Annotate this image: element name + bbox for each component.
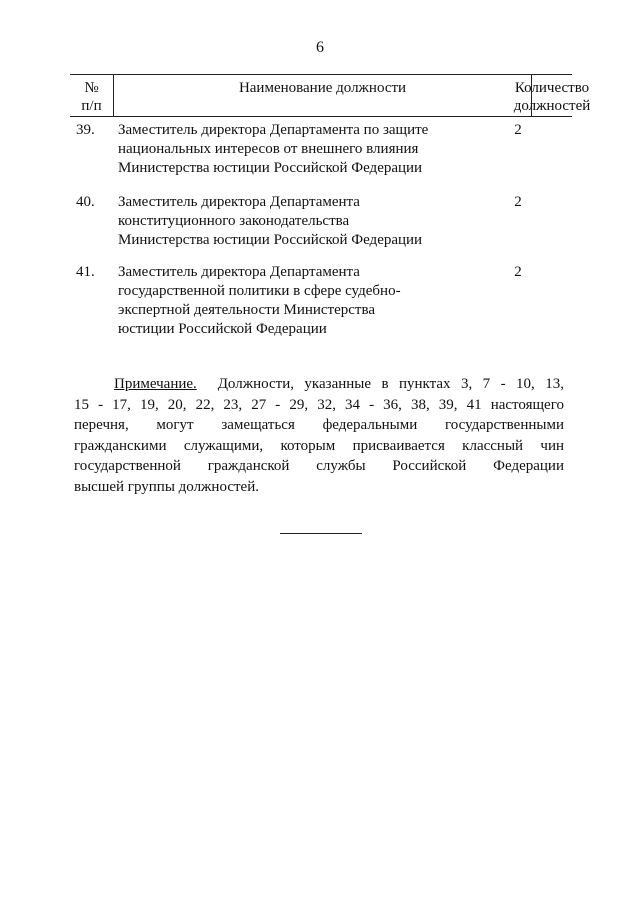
end-divider: [280, 533, 362, 534]
row-name-line: Министерства юстиции Российской Федерации: [118, 232, 423, 248]
table-header: [70, 74, 591, 117]
row-number: 41.: [76, 264, 95, 280]
row-count: 2: [514, 194, 522, 210]
row-count: 2: [514, 122, 522, 138]
header-number-column: [70, 75, 114, 116]
row-name-line: Заместитель директора Департамента: [118, 264, 360, 280]
row-number: 40.: [76, 194, 95, 210]
row-name-line: юстиции Российской Федерации: [118, 321, 327, 337]
row-position-name: [118, 193, 448, 250]
row-name-line: национальных интересов от внешнего влияния: [118, 141, 419, 157]
row-position-name: [118, 121, 448, 178]
note-line: 15 - 17, 19, 20, 22, 23, 27 - 29, 32, 34 - 36, 38, 39, 41 настоящего: [74, 396, 564, 413]
page-number: 6: [316, 39, 324, 56]
row-count: 2: [514, 264, 522, 280]
header-number-symbol: №: [84, 80, 99, 96]
note-line: перечня, могут замещаться федеральными государственными: [74, 417, 564, 433]
row-name-line: Заместитель директора Департамента по защите: [118, 122, 429, 138]
note-heading: Примечание.: [114, 376, 197, 392]
row-name-line: государственной политики в сфере судебно-: [118, 283, 401, 299]
row-name-line: Заместитель директора Департамента: [118, 194, 360, 210]
row-number: 39.: [76, 122, 95, 138]
note-text: Должности, указанные в пунктах 3, 7 - 10, 13,: [217, 376, 564, 392]
note-line: [74, 374, 564, 395]
note-line: высшей группы должностей.: [74, 478, 259, 495]
note-line: гражданскими служащими, которым присваивается классный чин: [74, 437, 564, 454]
row-position-name: [118, 263, 448, 339]
header-position-name: Наименование должности: [114, 75, 532, 116]
row-name-line: экспертной деятельности Министерства: [118, 302, 376, 318]
header-count-column: [513, 75, 591, 116]
header-count-line1: Количество: [514, 80, 590, 96]
note-paragraph: [74, 374, 564, 497]
row-name-line: конституционного законодательства: [118, 213, 350, 229]
row-name-line: Министерства юстиции Российской Федерации: [118, 160, 423, 176]
header-count-line2: должностей: [513, 98, 591, 114]
note-line: государственной гражданской службы Российской Федерации: [74, 458, 564, 474]
header-number-abbrev: п/п: [81, 98, 102, 114]
